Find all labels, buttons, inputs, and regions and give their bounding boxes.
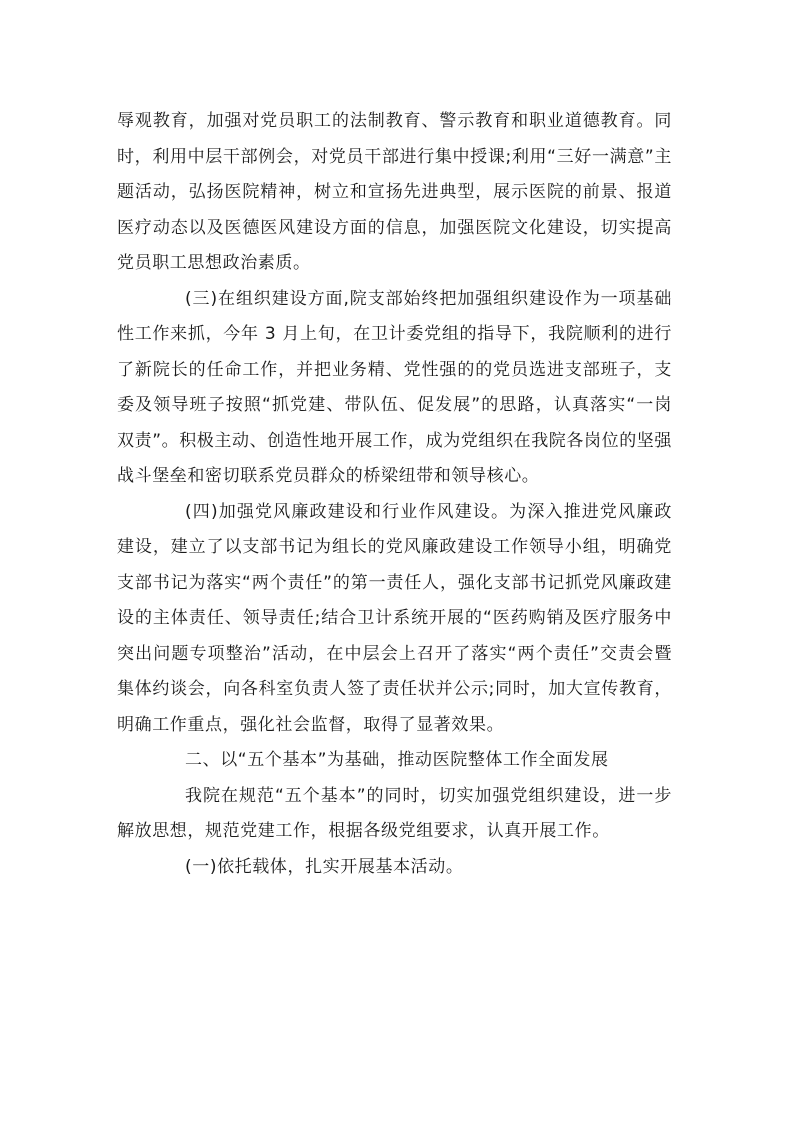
subheading-basic-activities: (一)依托载体，扎实开展基本活动。	[185, 856, 464, 877]
paragraph-ideology-education: 辱观教育，加强对党员职工的法制教育、警示教育和职业道德教育。同时，利用中层干部例会，对党员干部进行集中授课;利用“三好一满意”主题活动，弘扬医院精神，树立和宣扬先进典型，展示医院的前景、报道医疗动态以及医德医风建设方面的信息，加强医院文化建设，切实提高党员职工思想政治素质。	[117, 111, 672, 273]
paragraph-organization-building: (三)在组织建设方面,院支部始终把加强组织建设作为一项基础性工作来抓，今年 3 月上旬，在卫计委党组的指导下，我院顺利的进行了新院长的任命工作，并把业务精、党性强的的党员选进支部班子，支委及领导班子按照“抓党建、带队伍、促发展”的思路，认真落实“一岗双责”。积极主动、创造性地开展工作，成为党组织在我院各岗位的坚强战斗堡垒和密切联系党员群众的桥梁纽带和领导核心。	[117, 288, 673, 486]
paragraph-five-basics-intro: 我院在规范“五个基本”的同时，切实加强党组织建设，进一步解放思想，规范党建工作，根据各级党组要求，认真开展工作。	[117, 785, 672, 841]
paragraph-integrity-building: (四)加强党风廉政建设和行业作风建设。为深入推进党风廉政建设，建立了以支部书记为组长的党风廉政建设工作领导小组，明确党支部书记为落实“两个责任”的第一责任人，强化支部书记抓党风廉政建设的主体责任、领导责任;结合卫计系统开展的“医药购销及医疗服务中突出问题专项整治”活动，在中层会上召开了落实“两个责任”交责会暨集体约谈会，向各科室负责人签了责任状并公示;同时，加大宣传教育，明确工作重点，强化社会监督，取得了显著效果。	[117, 501, 672, 735]
section-heading-five-basics: 二、以“五个基本”为基础，推动医院整体工作全面发展	[185, 750, 609, 770]
document-body	[117, 104, 672, 885]
